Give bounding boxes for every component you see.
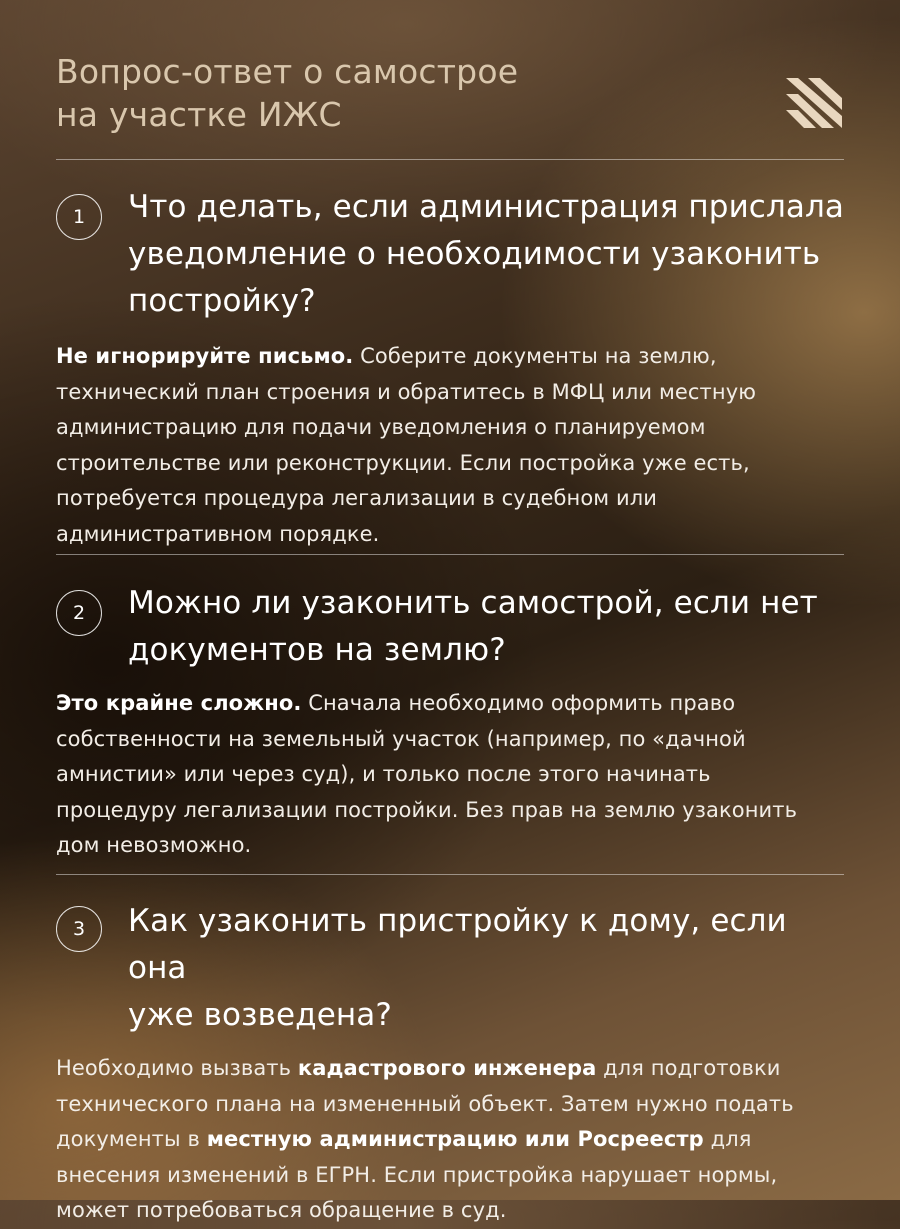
qa-item-1 [56,184,846,552]
question-line: постройку? [128,283,316,319]
header [56,50,844,136]
question-line: уже возведена? [128,997,392,1033]
answer-run: строительстве или реконструкции. Если постройка уже есть, [56,450,750,475]
answer-run: для подготовки [596,1056,781,1080]
answer-run: документы в [56,1127,207,1151]
question-line: уведомление о необходимости узаконить [128,236,821,272]
answer-emphasis: Это крайне сложно. [56,691,302,715]
number-badge: 3 [56,906,102,952]
question-text [128,580,846,674]
question-row [56,580,846,674]
divider [56,159,844,160]
answer-emphasis: кадастрового инженера [297,1056,597,1080]
answer-run: дом невозможно. [56,833,252,857]
title-line-2: на участке ИЖС [56,95,342,134]
answer-run: для [703,1127,752,1151]
question-text [128,898,846,1039]
question-line: Можно ли узаконить самострой, если нет [128,585,818,621]
answer-emphasis: Не игнорируйте письмо. [56,344,354,368]
answer-run: административном порядке. [56,521,380,546]
question-line: документов на землю? [128,632,506,668]
answer-run: Соберите документы на землю, [353,344,717,368]
answer-run: администрацию для подачи уведомления о планируемом [56,415,706,439]
answer-text [56,1051,846,1229]
answer-emphasis: местную администрацию или Росреестр [206,1127,704,1151]
answer-run: технический план строения и обратитесь в МФЦ или местную [56,379,757,404]
question-line: Что делать, если администрация прислала [128,189,844,225]
question-text [128,184,846,325]
question-line: Как узаконить пристройку к дому, если она [128,903,787,986]
answer-text [56,686,846,864]
answer-run: внесения изменений в ЕГРН. Если пристройка нарушает нормы, [56,1162,778,1187]
number-badge: 2 [56,590,102,636]
answer-run: потребуется процедура легализации в судебном или [56,486,658,510]
question-row [56,898,846,1039]
answer-run: амнистии» или через суд), и только после этого начинать [56,762,711,786]
answer-run: может потребоваться обращение в суд. [56,1198,507,1222]
page-title [56,50,676,136]
answer-run: процедуру легализации постройки. Без прав на землю узаконить [56,797,798,822]
divider [56,554,844,555]
divider [56,874,844,875]
answer-text [56,339,846,552]
title-line-1: Вопрос-ответ о самострое [56,52,519,91]
qa-item-2 [56,580,846,864]
answer-run: технического плана на измененный объект. Затем нужно подать [56,1091,794,1116]
answer-run: собственности на земельный участок (например, по «дачной [56,726,746,751]
question-row [56,184,846,325]
answer-run: Необходимо вызвать [56,1056,298,1080]
answer-run: Сначала необходимо оформить право [301,691,736,715]
qa-item-3 [56,898,846,1229]
stripes-logo-icon [784,72,844,132]
number-badge: 1 [56,194,102,240]
